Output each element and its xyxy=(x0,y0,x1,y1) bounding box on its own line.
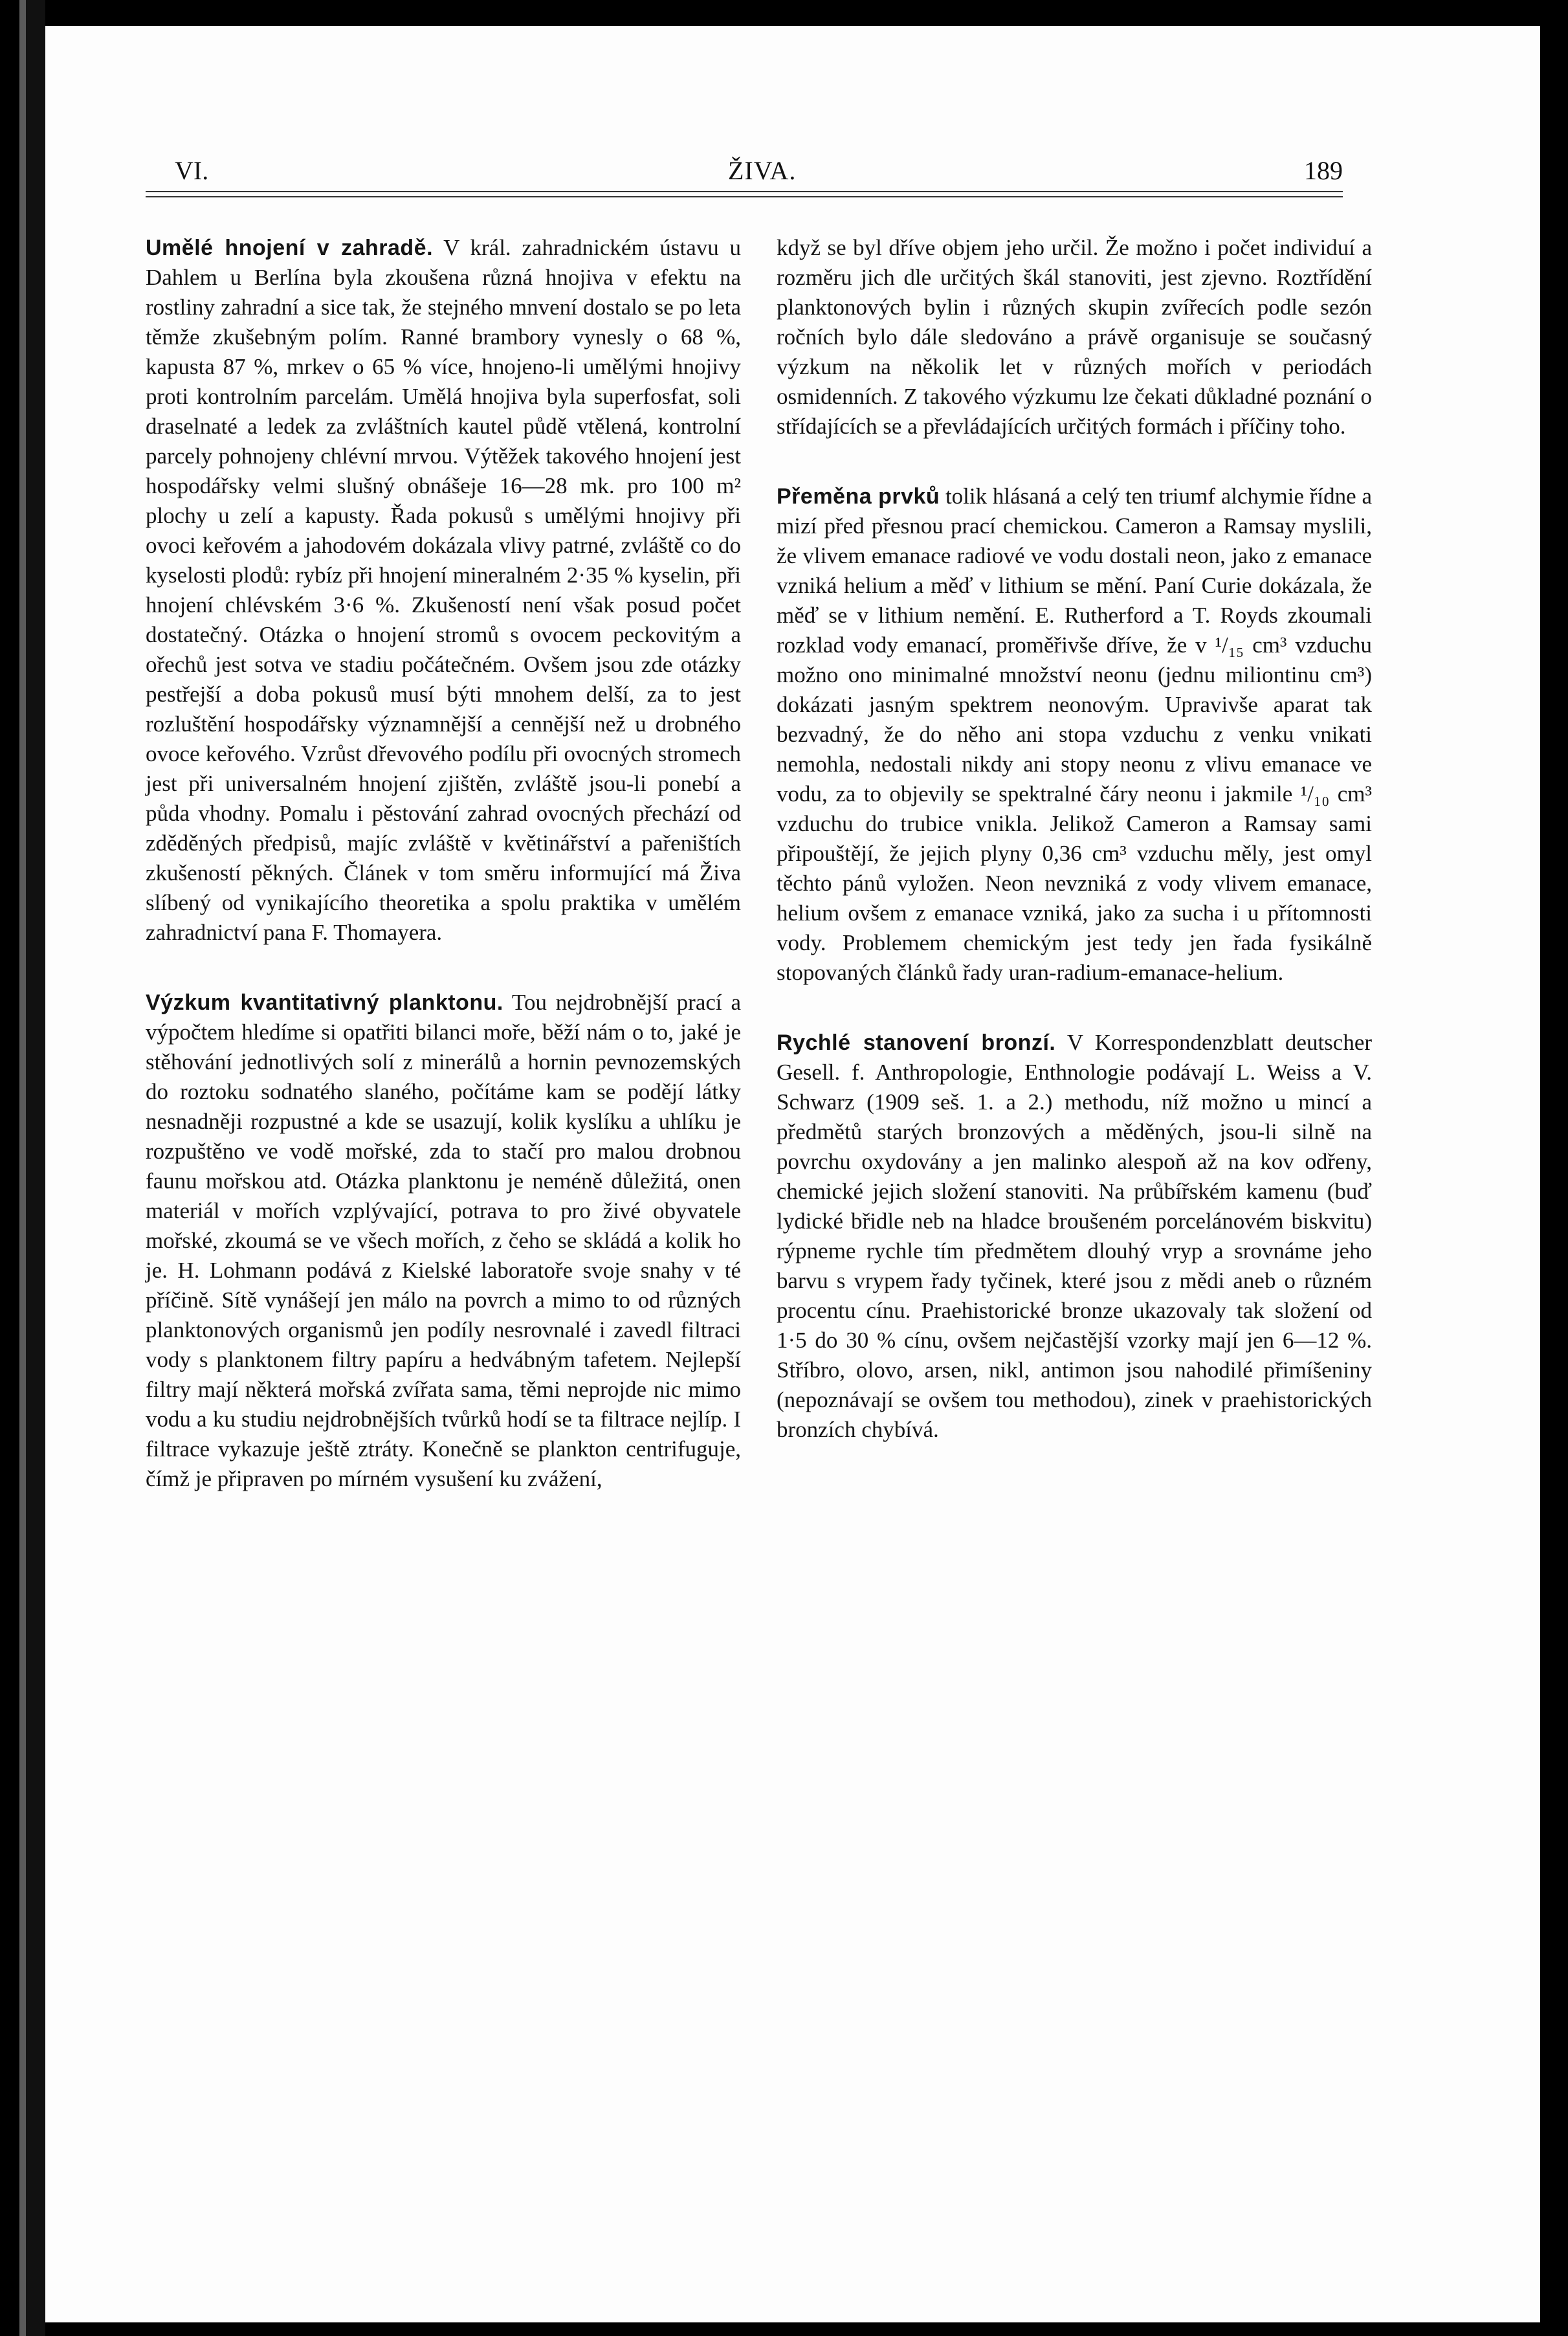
article-body: když se byl dříve objem jeho určil. Že možno i počet individuí a rozměru jich dle určitých škál stanoviti, jest zjevno. Roztřídění planktonových bylin i různých skupin zvířecích podle sezón ročních bylo dále sledováno a právě organisuje se současný výzkum na několik let v různých mořích v periodách osmidenních. Z takového výzkumu lze čekati důkladné poznání o střídajících se a převládajících určitých formách i příčiny toho. xyxy=(777,235,1372,439)
right-column xyxy=(777,233,1372,1445)
header-rule xyxy=(146,191,1343,197)
scan-edge-left xyxy=(0,0,45,2336)
scan-edge-right xyxy=(1540,0,1568,2336)
journal-title: ŽIVA. xyxy=(728,156,797,185)
article-body: V král. zahradnickém ústavu u Dahlem u Berlína byla zkoušena různá hnojiva v efektu na rostliny zahradní a sice tak, že stejného mnvení dostalo se po leta těmže zkušebným polím. Ranné brambory vynesly o 68 %, kapusta 87 %, mrkev o 65 % více, hnojeno-li umělými hnojivy proti kontrolním parcelám. Umělá hnojiva byla superfosfat, soli draselnaté a ledek za zvláštních kautel půdě vtělená, kontrolní parcely pohnojeny chlévní mrvou. Výtěžek takového hnojení jest hospodářsky velmi slušný obnášeje 16—28 mk. pro 100 m² plochy u zelí a kapusty. Řada pokusů s umělými hnojivy při ovoci keřovém a jahodovém dokázala vlivy patrné, zvláště co do kyselosti plodů: rybíz při hnojení mineralném 2·35 % kyselin, při hnojení chlévském 3·6 %. Zkušeností není však posud počet dostatečný. Otázka o hnojení stromů s ovocem peckovitým a ořechů jest sotva ve stadiu počátečném. Ovšem jsou zde otázky pestřejší a doba pokusů musí býti mnohem delší, za to jest rozluštění hospodářsky významnější a cennější než u drobného ovoce keřového. Vzrůst dřevového podílu při ovocných stromech jest při universalném hnojení zjištěn, zvláště jsou-li ponebí a půda vhodny. Pomalu i pěstování zahrad ovocných přechází od zděděných předpisů, majíc zvláště v květinářství a pařeništích zkušeností pěkných. Článek v tom směru informující má Živa slíbený od vynikajícího theoretika a spolu praktika v umělém zahradnictví pana F. Thomayera. xyxy=(146,235,741,945)
article-element-transmutation xyxy=(777,482,1372,988)
article-heading: Rychlé stanovení bronzí. xyxy=(777,1030,1056,1055)
running-header xyxy=(120,129,1343,185)
article-heading: Přeměna prvků xyxy=(777,484,940,509)
article-plankton-research xyxy=(146,988,741,1494)
article-body: Tou nejdrobnější prací a výpočtem hledíme si opatřiti bilanci moře, běží nám o to, jaké je stěhování jednotlivých solí z minerálů a hornin pevnozemských do roztoku sodnatého slaného, počítáme kam se podějí látky nesnadněji rozpustné a kde se usazují, kolik kyslíku a uhlíku je rozpuštěno ve vodě mořské, zda to stačí pro malou drobnou faunu mořskou atd. Otázka planktonu je neméně důležitá, onen materiál v mořích vzplývající, potrava to pro živé obyvatele mořské, zkoumá se ve všech mořích, z čeho se skládá a kolik ho je. H. Lohmann podává z Kielské laboratoře svoje snahy v té příčině. Sítě vynášejí jen málo na povrch a mimo to od různých planktonových organismů jen podíly nesrovnalé i zavedl filtraci vody s planktonem filtry papíru a hedvábným tafetem. Nejlepší filtry mají některá mořská zvířata sama, těmi neprojde nic mimo vodu a ku studiu nejdrobnějších tvůrků hodí se ta filtrace nejlíp. I filtrace vykazuje ještě ztráty. Konečně se plankton centrifuguje, čímž je připraven po mírném vysušení ku zvážení, xyxy=(146,990,741,1491)
article-bronze-analysis xyxy=(777,1028,1372,1445)
article-heading: Umělé hnojení v zahradě. xyxy=(146,236,434,260)
left-column xyxy=(146,233,741,1494)
article-body: tolik hlásaná a celý ten triumf alchymie řídne a mizí před přesnou prací chemickou. Cameron a Ramsay myslili, že vlivem emanace radiové ve vodu dostali neon, jako z emanace vzniká helium a měď v lithium se mění. Paní Curie dokázala, že měď se v lithium nemění. E. Rutherford a T. Royds zkoumali rozklad vody emanací, proměřivše dříve, že v ¹/₁₅ cm³ vzduchu možno ono minimalné množství neonu (jednu miliontinu cm³) dokázati jasným spektrem neonovým. Upravivše aparat tak bezvadný, že do něho ani stopa vzduchu z venku vnikati nemohla, nedostali nikdy ani stopy neonu z vlivu emanace ve vodu, za to objevily se spektralné čáry neonu i jakmile ¹/₁₀ cm³ vzduchu do trubice vnikla. Jelikož Cameron a Ramsay sami připouštějí, že jejich plyny 0,36 cm³ vzduchu měly, jest omyl těchto pánů vyložen. Neon nevzniká z vody vlivem emanace, helium ovšem z emanace vzniká, jako za sucha i u přítomnosti vody. Problemem chemickým jest tedy jen řada fysikálně stopovaných článků řady uran-radium-emanace-helium. xyxy=(777,484,1372,985)
article-heading: Výzkum kvantitativný planktonu. xyxy=(146,990,503,1015)
article-plankton-continued xyxy=(777,233,1372,441)
page-number: 189 xyxy=(1304,156,1343,185)
volume-number: VI. xyxy=(175,156,209,185)
article-body: V Korrespondenzblatt deutscher Gesell. f. Anthropologie, Enthnologie podávají L. Weiss a V. Schwarz (1909 seš. 1. a 2.) methodu, níž možno u mincí a předmětů starých bronzových a měděných, jsou-li silně na povrchu oxydovány a jen malinko alespoň až na kov odřeny, chemické jejich složení stanoviti. Na průbířském kamenu (buď lydické břidle neb na hladce broušeném porcelánovém biskvitu) rýpneme rychle tím předmětem dlouhý vryp a srovnáme jeho barvu s vrypem řady tyčinek, které jsou z mědi aneb o různém procentu cínu. Praehistorické bronze ukazovaly tak složení od 1·5 do 30 % cínu, ovšem nejčastější vzorky mají jen 6—12 %. Stříbro, olovo, arsen, nikl, antimon jsou nahodilé přimíšeniny (nepoznávají se ovšem tou methodou), zinek v praehistorických bronzích chybívá. xyxy=(777,1030,1373,1442)
article-artificial-fertilization xyxy=(146,233,741,948)
